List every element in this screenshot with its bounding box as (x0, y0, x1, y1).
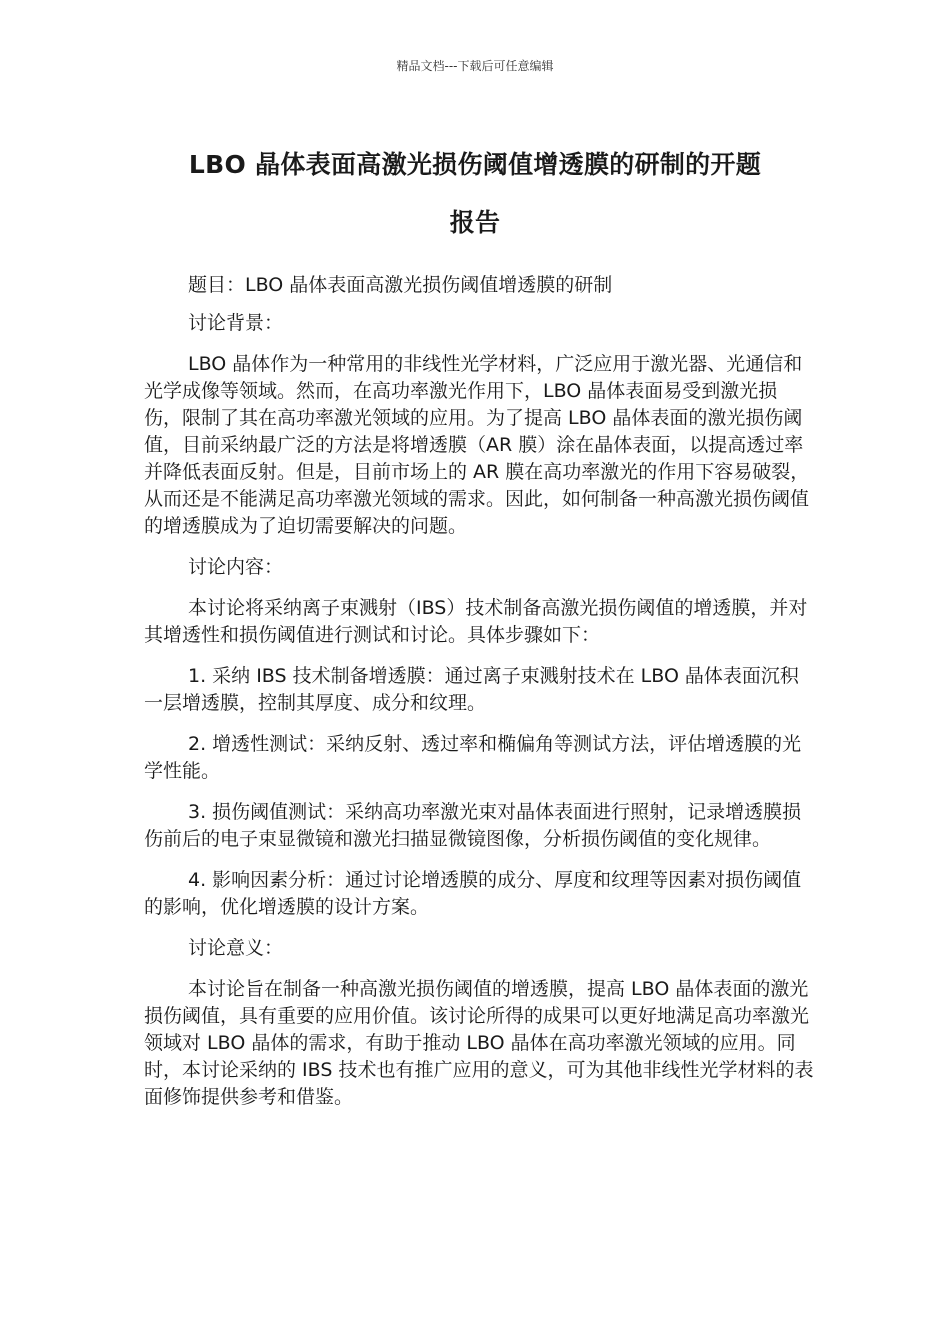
step-item: 3. 损伤阈值测试：采纳高功率激光束对晶体表面进行照射，记录增透膜损伤前后的电子束显微镜和激光扫描显微镜图像，分析损伤阈值的变化规律。 (144, 801, 802, 850)
document-body (144, 272, 814, 1111)
title-line-2: 报告 (449, 208, 501, 237)
step-item: 2. 增透性测试：采纳反射、透过率和椭偏角等测试方法，评估增透膜的光学性能。 (144, 733, 802, 782)
content-heading: 讨论内容： (188, 556, 284, 578)
content-intro-paragraph: 本讨论将采纳离子束溅射（IBS）技术制备高激光损伤阈值的增透膜，并对其增透性和损伤阈值进行测试和讨论。具体步骤如下： (144, 597, 808, 646)
title-line-1: LBO 晶体表面高激光损伤阈值增透膜的研制的开题 (188, 150, 762, 179)
step-item: 4. 影响因素分析：通过讨论增透膜的成分、厚度和纹理等因素对损伤阈值的影响，优化增透膜的设计方案。 (144, 869, 802, 918)
background-heading: 讨论背景： (188, 312, 284, 334)
page-header: 精品文档---下载后可任意编辑 (396, 59, 554, 73)
topic-line: 题目：LBO 晶体表面高激光损伤阈值增透膜的研制 (188, 274, 613, 296)
background-paragraph: LBO 晶体作为一种常用的非线性光学材料，广泛应用于激光器、光通信和光学成像等领域。然而，在高功率激光作用下，LBO 晶体表面易受到激光损伤，限制了其在高功率激光领域的应用。为了提高 LBO 晶体表面的激光损伤阈值，目前采纳最广泛的方法是将增透膜（AR 膜）涂在晶体表面，以提高透过率并降低表面反射。但是，目前市场上的 AR 膜在高功率激光的作用下容易破裂，从而还是不能满足高功率激光领域的需求。因此，如何制备一种高激光损伤阈值的增透膜成为了迫切需要解决的问题。 (144, 353, 810, 537)
significance-paragraph: 本讨论旨在制备一种高激光损伤阈值的增透膜，提高 LBO 晶体表面的激光损伤阈值，具有重要的应用价值。该讨论所得的成果可以更好地满足高功率激光领域对 LBO 晶体的需求，有助于推动 LBO 晶体在高功率激光领域的应用。同时，本讨论采纳的 IBS 技术也有推广应用的意义，可为其他非线性光学材料的表面修饰提供参考和借鉴。 (144, 978, 814, 1108)
document-title (100, 136, 850, 252)
step-item: 1. 采纳 IBS 技术制备增透膜：通过离子束溅射技术在 LBO 晶体表面沉积一层增透膜，控制其厚度、成分和纹理。 (144, 665, 799, 714)
significance-heading: 讨论意义： (188, 937, 284, 959)
